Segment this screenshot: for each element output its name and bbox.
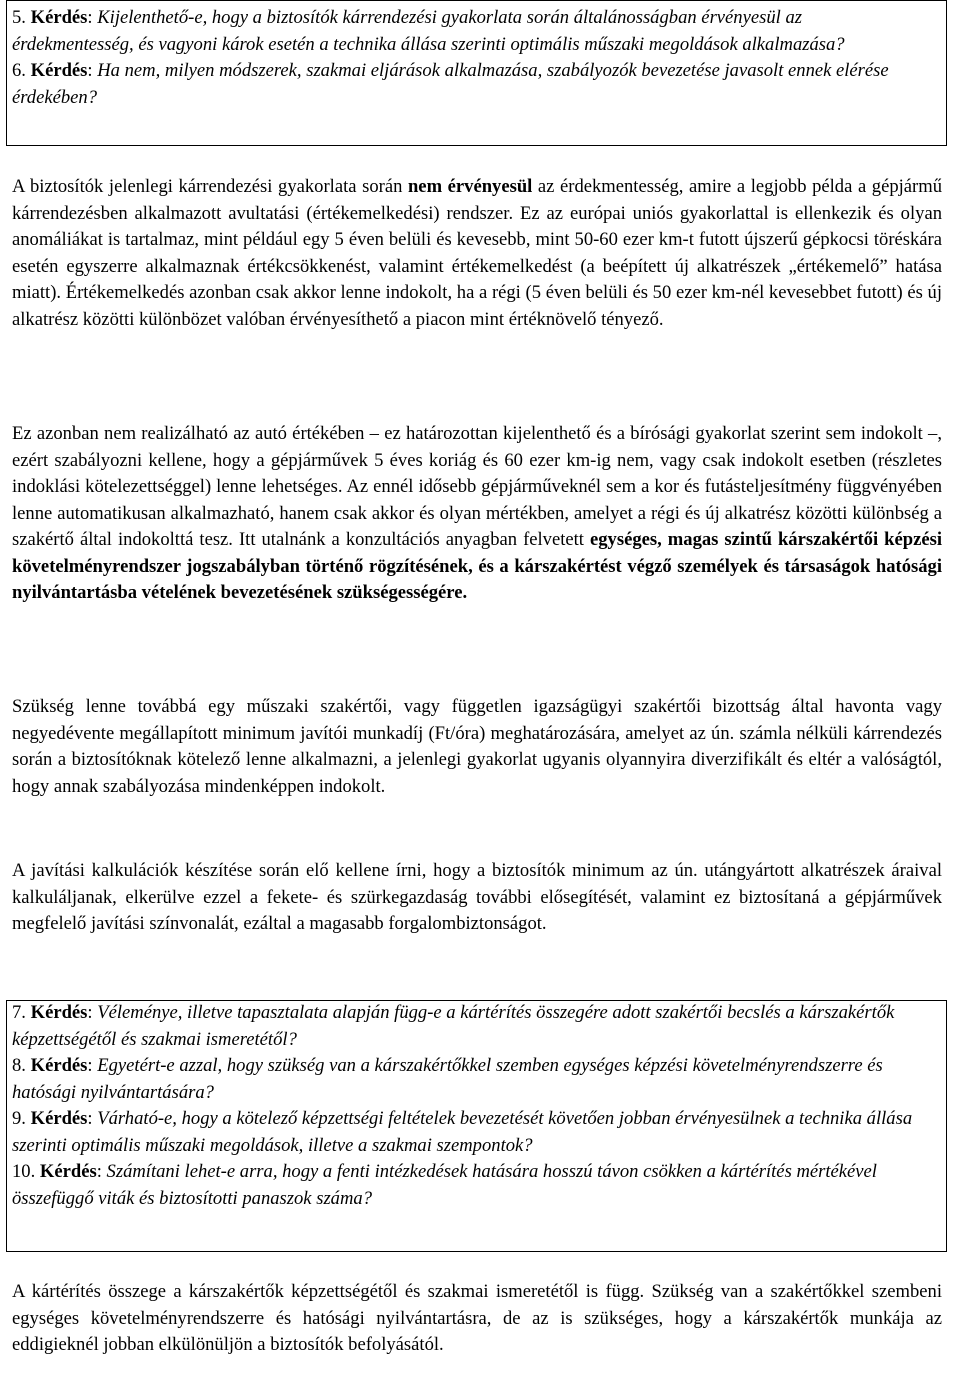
question-number: 9. bbox=[12, 1108, 26, 1129]
question-9: 9. Kérdés: Várható-e, hogy a kötelező képzettségi feltételek bevezetését követően jobban érvényesülnek a technika állása szerinti optimális műszaki megoldások, illetve a szakmai szempontok? bbox=[12, 1108, 913, 1156]
paragraph-text: Ez azonban nem realizálható az autó értékében – ez határozottan kijelenthető és a bírósági gyakorlat szerint sem indokolt –, ezért szabályozni kellene, hogy a gépjárművek 5 éves koriág és 60 ezer km-ig nem, vagy csak indokolt esetben (részletes indoklási kötelezettséggel) lenne lehetséges. Az ennél idősebb gépjárműveknél sem a kor és futásteljesítmény függvényében lenne automatikusan alkalmazható, hanem csak akkor és olyan mértékben, amelyet a régi és új alkatrész közötti különbség a szakértő által indokolttá tesz. Itt utalnánk a konzultációs anyagban felvetett bbox=[12, 423, 942, 550]
question-label: Kérdés bbox=[30, 1002, 88, 1023]
paragraph-4 bbox=[12, 858, 942, 938]
question-text: Kijelenthető-e, hogy a biztosítók kárrendezési gyakorlata során általánosságban érvényesül az érdekmentesség, és vagyoni károk esetén a technika állása szerinti optimális műszaki megoldások alkalmazása? bbox=[12, 7, 845, 55]
questions-top bbox=[12, 5, 927, 111]
question-number: 8. bbox=[12, 1055, 26, 1076]
question-10: 10. Kérdés: Számítani lehet-e arra, hogy a fenti intézkedések hatására hosszú távon csökken a kártérítés mértékével összefüggő viták és biztosítotti panaszok száma? bbox=[12, 1161, 877, 1209]
paragraph-text: A kártérítés összege a kárszakértők képzettségétől és szakmai ismeretétől is függ. Szükség van a szakértőkkel szembeni egységes követelményrendszerre és hatósági nyilvántartásra, de az is szükséges, hogy a kárszakértők munkája az eddigieknél jobban elkülönüljön a biztosítók befolyásától. bbox=[12, 1281, 942, 1355]
question-label: Kérdés bbox=[30, 1055, 88, 1076]
paragraph-2 bbox=[12, 421, 942, 607]
question-label: Kérdés bbox=[30, 1108, 88, 1129]
paragraph-text: A biztosítók jelenlegi kárrendezési gyakorlata során bbox=[12, 176, 408, 197]
paragraph-3 bbox=[12, 694, 942, 800]
paragraph-emphasis: nem érvényesül bbox=[407, 176, 533, 197]
question-number: 5. bbox=[12, 7, 26, 28]
question-text: Várható-e, hogy a kötelező képzettségi feltételek bevezetését követően jobban érvényesülnek a technika állása szerinti optimális műszaki megoldások, illetve a szakmai szempontok? bbox=[12, 1108, 913, 1156]
paragraph-5 bbox=[12, 1279, 942, 1359]
paragraph-1 bbox=[12, 174, 942, 333]
question-label: Kérdés bbox=[30, 7, 88, 28]
question-5: 5. Kérdés: Kijelenthető-e, hogy a biztosítók kárrendezési gyakorlata során általánosságban érvényesül az érdekmentesség, és vagyoni károk esetén a technika állása szerinti optimális műszaki megoldások alkalmazása? bbox=[12, 7, 845, 55]
question-8: 8. Kérdés: Egyetért-e azzal, hogy szükség van a kárszakértőkkel szemben egységes képzési követelményrendszerre és hatósági nyilvántartására? bbox=[12, 1055, 883, 1103]
question-label: Kérdés bbox=[30, 60, 88, 81]
paragraph-text: az érdekmentesség, amire a legjobb példa a gépjármű kárrendezésben alkalmazott avultatási (értékemelkedési) rendszer. Ez az európai uniós gyakorlattal is ellenkezik és olyan anomáliákat is tartalmaz, mint például egy 5 éven belüli és kevesebb, mint 50-60 ezer km-t futott újszerű gépkocsi töréskára esetén egyszerre alkalmaznak értékcsökkenést, valamint értékemelkedést (a beépített új alkatrészek „értékemelő” hatása miatt). Értékemelkedés azonban csak akkor lenne indokolt, ha a régi (5 éven belüli és 50 ezer km-nél kevesebbet futott) és új alkatrész közötti különbözet valóban érvényesíthető a piacon mint értéknövelő tényező. bbox=[12, 176, 942, 330]
question-text: Egyetért-e azzal, hogy szükség van a kárszakértőkkel szemben egységes képzési követelményrendszerre és hatósági nyilvántartására? bbox=[12, 1055, 883, 1103]
question-6: 6. Kérdés: Ha nem, milyen módszerek, szakmai eljárások alkalmazása, szabályozók bevezetése javasolt ennek elérése érdekében? bbox=[12, 60, 889, 108]
question-number: 6. bbox=[12, 60, 26, 81]
question-text: Véleménye, illetve tapasztalata alapján függ-e a kártérítés összegére adott szakértői becslés a kárszakértők képzettségétől és szakmai ismeretétől? bbox=[12, 1002, 895, 1050]
question-label: Kérdés bbox=[39, 1161, 97, 1182]
question-number: 7. bbox=[12, 1002, 26, 1023]
questions-bottom bbox=[12, 1000, 927, 1212]
question-text: Ha nem, milyen módszerek, szakmai eljárások alkalmazása, szabályozók bevezetése javasolt ennek elérése érdekében? bbox=[12, 60, 889, 108]
paragraph-emphasis: egységes, magas szintű kárszakértői képzési követelményrendszer jogszabályban történő rögzítésének, és a kárszakértést végző személyek és társaságok hatósági nyilvántartásba vételének bevezetésének szükségességére. bbox=[12, 529, 942, 603]
question-number: 10. bbox=[12, 1161, 36, 1182]
question-text: Számítani lehet-e arra, hogy a fenti intézkedések hatására hosszú távon csökken a kártérítés mértékével összefüggő viták és biztosítotti panaszok száma? bbox=[12, 1161, 877, 1209]
paragraph-text: A javítási kalkulációk készítése során elő kellene írni, hogy a biztosítók minimum az ún. utángyártott alkatrészek áraival kalkuláljanak, elkerülve ezzel a fekete- és szürkegazdaság további elősegítését, valamint ez biztosítaná a gépjárművek megfelelő javítási színvonalát, ezáltal a magasabb forgalombiztonságot. bbox=[12, 860, 942, 934]
question-7: 7. Kérdés: Véleménye, illetve tapasztalata alapján függ-e a kártérítés összegére adott szakértői becslés a kárszakértők képzettségétől és szakmai ismeretétől? bbox=[12, 1002, 895, 1050]
paragraph-text: Szükség lenne továbbá egy műszaki szakértői, vagy független igazságügyi szakértői bizottság által havonta vagy negyedévente megállapított minimum javítói munkadíj (Ft/óra) meghatározására, amelyet az ún. számla nélküli kárrendezés során a biztosítóknak kötelező lenne alkalmazni, a jelenlegi gyakorlat ugyanis olyannyira diverzifikált és eltér a valóságtól, hogy annak szabályozása mindenképpen indokolt. bbox=[12, 696, 942, 797]
